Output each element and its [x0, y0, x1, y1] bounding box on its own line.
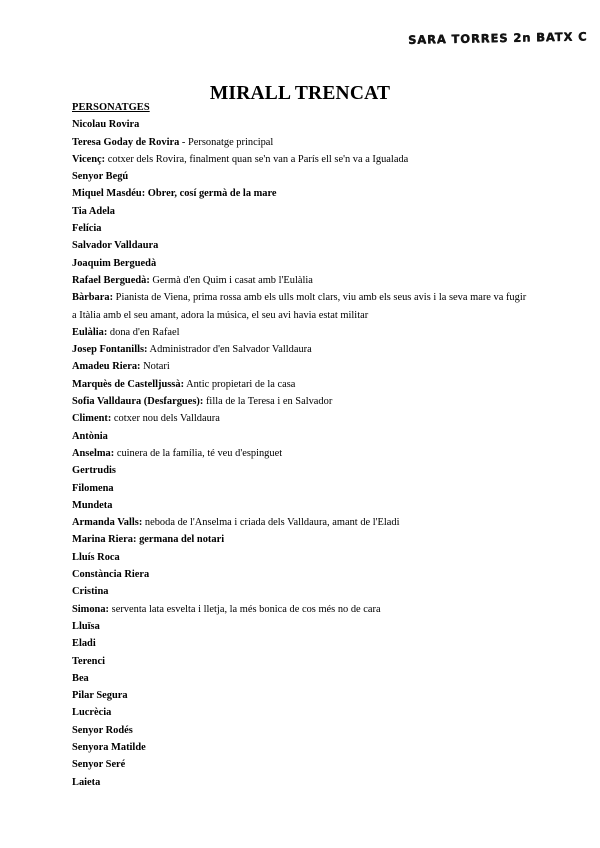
character-description: - Personatge principal: [179, 136, 274, 148]
document-body: [72, 99, 527, 791]
character-name: Anselma:: [72, 447, 115, 459]
character-name: Tia Adela: [72, 205, 115, 217]
character-entry: [72, 393, 527, 410]
character-name: Josep Fontanills:: [72, 344, 148, 356]
character-entry: [72, 583, 527, 600]
character-name: Bea: [72, 672, 89, 684]
character-name: Vicenç:: [72, 153, 106, 165]
character-description: dona d'en Rafael: [107, 326, 180, 338]
character-entry: [72, 687, 527, 704]
character-entry: [72, 514, 527, 531]
character-name: Simona:: [72, 603, 110, 615]
character-entry: [72, 376, 527, 393]
character-name: Mundeta: [72, 499, 113, 511]
character-name: Climent:: [72, 413, 112, 425]
character-name: Felícia: [72, 223, 102, 235]
character-entry: [72, 618, 527, 635]
character-name: Marquès de Castelljussà:: [72, 378, 185, 390]
character-entry: [72, 653, 527, 670]
character-entry: [72, 670, 527, 687]
character-entry: [72, 704, 527, 721]
character-entry: [72, 428, 527, 445]
character-entry: [72, 531, 527, 548]
character-name: Teresa Goday de Rovira: [72, 136, 180, 148]
character-entry: [72, 237, 527, 254]
character-name: Sofia Valldaura (Desfargues):: [72, 396, 204, 408]
character-name: Lluïsa: [72, 620, 100, 632]
character-name: Pilar Segura: [72, 690, 128, 702]
character-name: Miquel Masdéu: Obrer, cosí germà de la mare: [72, 188, 277, 200]
character-description: Notari: [140, 361, 170, 373]
character-name: Senyora Matilde: [72, 741, 146, 753]
character-entry: [72, 774, 527, 791]
character-entry: [72, 324, 527, 341]
character-name: Cristina: [72, 586, 109, 598]
character-name: Eladi: [72, 638, 96, 650]
character-entry: [72, 168, 527, 185]
character-name: Gertrudis: [72, 465, 116, 477]
character-entry: [72, 203, 527, 220]
character-entry: [72, 151, 527, 168]
handwritten-student-note: SARA TORRES 2n BATX C: [407, 29, 588, 47]
character-entry: [72, 480, 527, 497]
character-entry: [72, 739, 527, 756]
character-name: Senyor Begú: [72, 171, 129, 183]
character-description: Antic propietari de la casa: [184, 378, 296, 390]
character-name: Laieta: [72, 776, 101, 788]
character-name: Senyor Seré: [72, 759, 126, 771]
page-title: MIRALL TRENCAT: [209, 83, 391, 105]
character-description: neboda de l'Anselma i criada dels Valldaura, amant de l'Eladi: [142, 517, 400, 529]
character-description: cotxer dels Rovira, finalment quan se'n van a París ell se'n va a Igualada: [105, 153, 409, 165]
character-name: Antònia: [72, 430, 108, 442]
character-name: Amadeu Riera:: [72, 361, 141, 373]
character-entry: [72, 134, 527, 151]
character-entry: [72, 601, 527, 618]
character-name: Nicolau Rovira: [72, 119, 140, 131]
character-description: Germà d'en Quim i casat amb l'Eulàlia: [149, 274, 313, 286]
character-name: Joaquim Berguedà: [72, 257, 157, 269]
character-entry: [72, 358, 527, 375]
character-description: cuinera de la família, té veu d'espinguet: [114, 447, 283, 459]
character-name: Eulàlia:: [72, 326, 108, 338]
character-name: Lucrècia: [72, 707, 112, 719]
character-name: Filomena: [72, 482, 114, 494]
character-entry: [72, 255, 527, 272]
character-name: Lluís Roca: [72, 551, 120, 563]
character-name: Armanda Valls:: [72, 517, 143, 529]
character-entry: [72, 445, 527, 462]
character-entry: [72, 497, 527, 514]
character-entry: [72, 756, 527, 773]
character-entry: [72, 220, 527, 237]
character-entry: [72, 272, 527, 289]
character-entry: [72, 116, 527, 133]
character-entry: [72, 566, 527, 583]
character-entry: [72, 410, 527, 427]
section-heading-personatges: PERSONATGES: [72, 102, 150, 113]
character-list: [72, 116, 527, 791]
character-entry: [72, 289, 527, 324]
character-entry: [72, 549, 527, 566]
character-name: Rafael Berguedà:: [72, 274, 150, 286]
character-name: Marina Riera: germana del notari: [72, 534, 225, 546]
character-description: cotxer nou dels Valldaura: [111, 413, 220, 425]
character-name: Bàrbara:: [72, 292, 114, 304]
character-description: Pianista de Viena, prima rossa amb els ulls molt clars, viu amb els seus avis i la seva mare va fugir a Itàlia amb el seu amant, adora la música, el seu avi havia estat militar: [72, 292, 527, 321]
character-entry: [72, 635, 527, 652]
character-name: Terenci: [72, 655, 105, 667]
character-entry: [72, 722, 527, 739]
character-description: Administrador d'en Salvador Valldaura: [147, 344, 312, 356]
character-description: filla de la Teresa i en Salvador: [203, 396, 333, 408]
character-entry: [72, 185, 527, 202]
character-name: Constància Riera: [72, 569, 150, 581]
character-description: serventa lata esvelta i lletja, la més bonica de cos més no de cara: [109, 603, 381, 615]
character-entry: [72, 341, 527, 358]
character-entry: [72, 462, 527, 479]
character-name: Senyor Rodés: [72, 724, 133, 736]
character-name: Salvador Valldaura: [72, 240, 159, 252]
